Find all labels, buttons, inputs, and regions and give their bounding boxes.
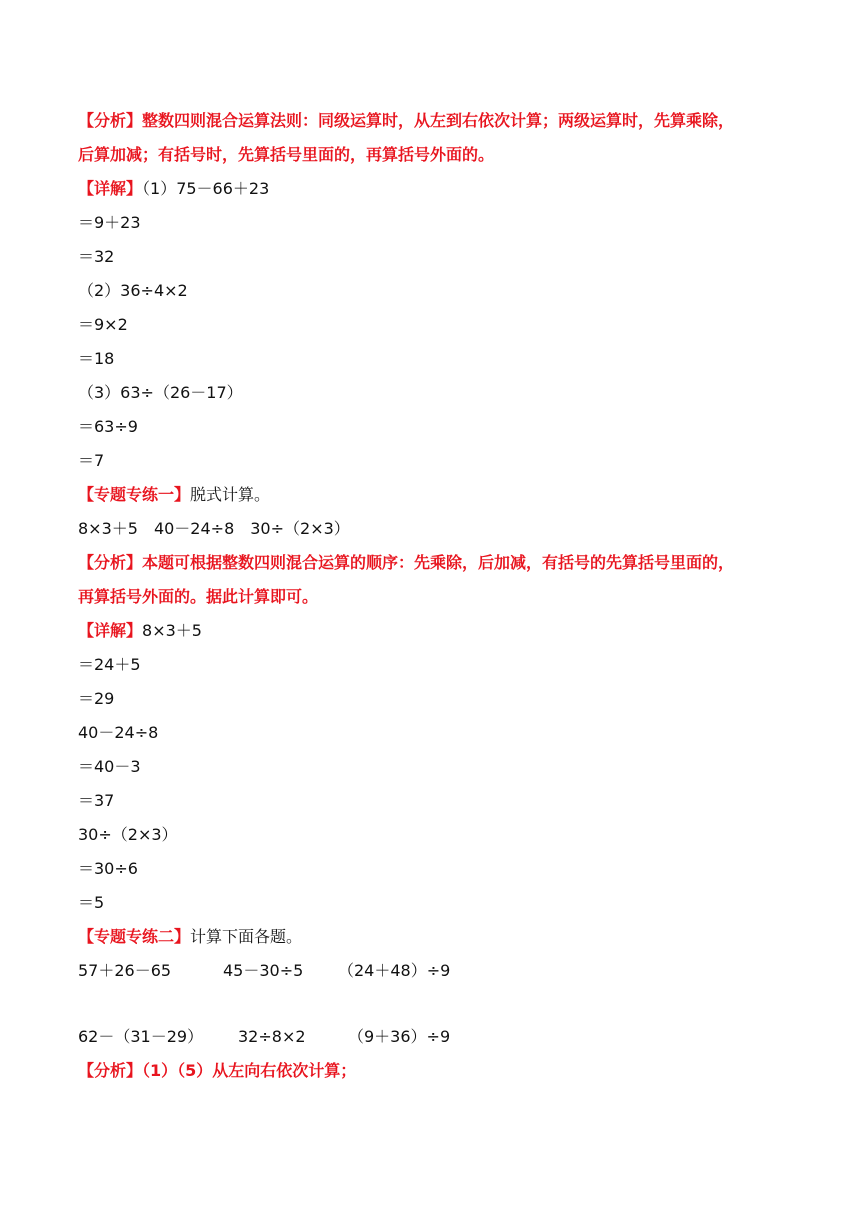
detail-line-1: 【详解】（1）75－66＋23 bbox=[78, 179, 270, 198]
problem-1: 57＋26－65 bbox=[78, 961, 172, 980]
analysis-3-line: 【分析】（1）（5）从左向右依次计算； bbox=[78, 1061, 357, 1080]
detail-line-8: ＝63÷9 bbox=[78, 417, 138, 436]
analysis-2-line-1: 【分析】本题可根据整数四则混合运算的顺序：先乘除，后加减，有括号的先算括号里面的， bbox=[78, 553, 735, 572]
detail-2-line-6: ＝37 bbox=[78, 791, 115, 810]
problem-5: 32÷8×2 bbox=[238, 1027, 306, 1046]
problem-3: （24＋48）÷9 bbox=[338, 961, 451, 980]
detail-2-line-7: 30÷（2×3） bbox=[78, 825, 178, 844]
detail-2-line-2: ＝24＋5 bbox=[78, 655, 141, 674]
detail-2-line-5: ＝40－3 bbox=[78, 757, 141, 776]
detail-line-6: ＝18 bbox=[78, 349, 115, 368]
analysis-2-line-2: 再算括号外面的。据此计算即可。 bbox=[78, 587, 319, 606]
exercise-1-heading: 【专题专练一】脱式计算。 bbox=[78, 485, 271, 504]
analysis-line-2: 后算加减；有括号时，先算括号里面的，再算括号外面的。 bbox=[78, 145, 495, 164]
detail-line-9: ＝7 bbox=[78, 451, 105, 470]
analysis-line-1: 【分析】整数四则混合运算法则：同级运算时，从左到右依次计算；两级运算时，先算乘除， bbox=[78, 111, 735, 130]
problem-2: 45－30÷5 bbox=[223, 961, 304, 980]
problem-6: （9＋36）÷9 bbox=[348, 1027, 451, 1046]
detail-2-line-9: ＝5 bbox=[78, 893, 105, 912]
detail-line-7: （3）63÷（26－17） bbox=[78, 383, 243, 402]
detail-2-line-4: 40－24÷8 bbox=[78, 723, 159, 742]
detail-line-4: （2）36÷4×2 bbox=[78, 281, 188, 300]
exercise-1-problems: 8×3＋5 40－24÷8 30÷（2×3） bbox=[78, 519, 350, 538]
detail-line-2: ＝9＋23 bbox=[78, 213, 141, 232]
detail-line-3: ＝32 bbox=[78, 247, 115, 266]
detail-line-5: ＝9×2 bbox=[78, 315, 128, 334]
exercise-2-heading: 【专题专练二】计算下面各题。 bbox=[78, 927, 303, 946]
detail-2-line-8: ＝30÷6 bbox=[78, 859, 138, 878]
detail-2-line-1: 【详解】8×3＋5 bbox=[78, 621, 202, 640]
problem-4: 62－（31－29） bbox=[78, 1027, 204, 1046]
detail-2-line-3: ＝29 bbox=[78, 689, 115, 708]
